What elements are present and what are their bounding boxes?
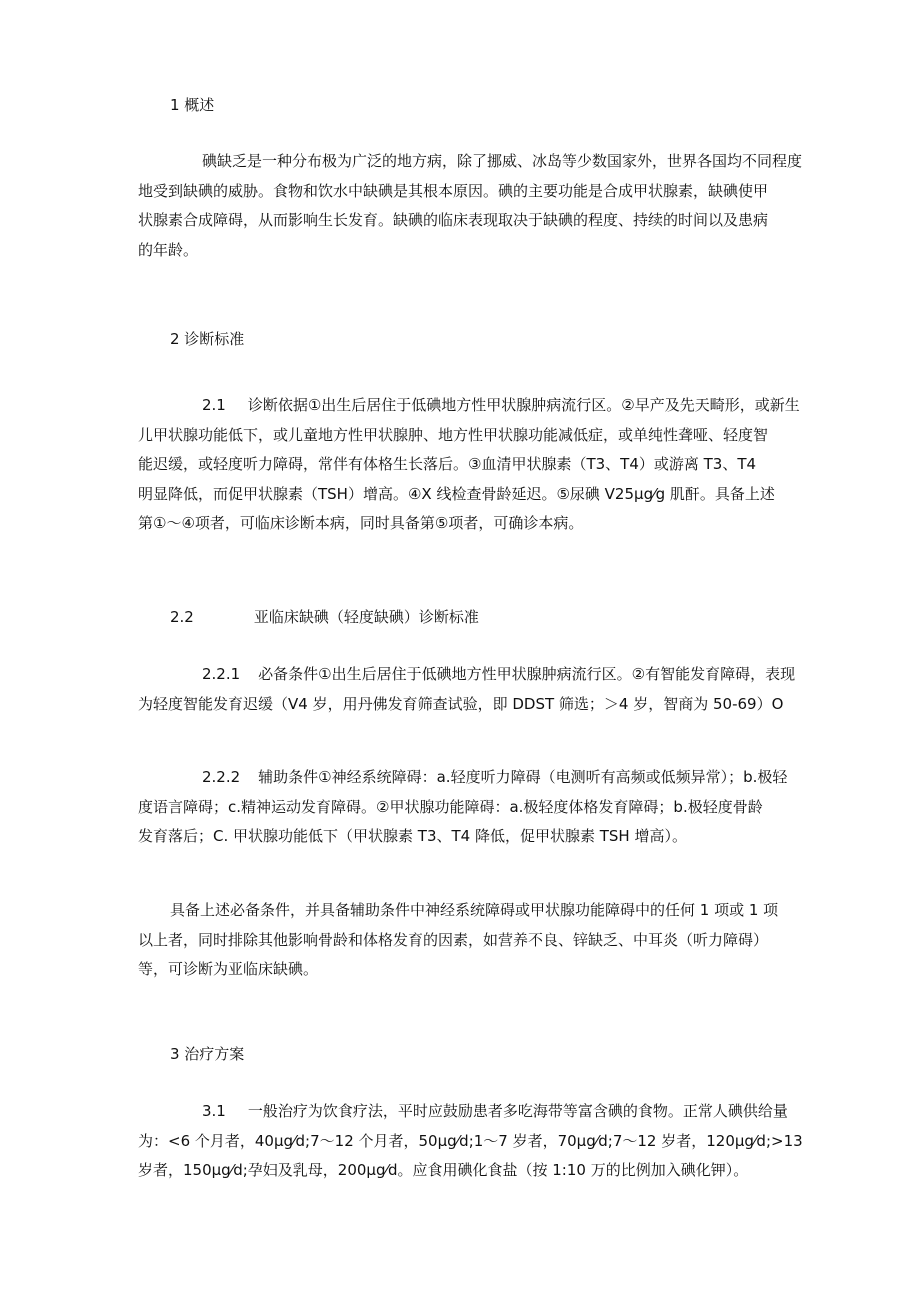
para-line: 儿甲状腺功能低下，或儿童地方性甲状腺肿、地方性甲状腺功能减低症，或单纯性聋哑、轻度智 <box>138 425 769 444</box>
para-line <box>138 391 800 421</box>
para-line: 能迟缓，或轻度听力障碍，常伴有体格生长落后。③血清甲状腺素（T3、T4）或游离 T3、T4 <box>138 455 757 473</box>
section-2-1-paragraph <box>138 391 800 539</box>
section-2-heading: 2 诊断标准 <box>170 330 245 348</box>
clause-number: 2.1 <box>202 396 226 414</box>
section-3-heading: 3 治疗方案 <box>170 1045 245 1063</box>
para-line <box>138 1097 788 1127</box>
para-line-text: 必备条件①出生后居住于低碘地方性甲状腺肿病流行区。②有智能发育障碍，表现 <box>258 665 796 683</box>
section-1-paragraph <box>138 147 803 265</box>
para-line: 为轻度智能发育迟缓（V4 岁，用丹佛发育筛查试验，即 DDST 筛选；＞4 岁，智商为 50-69）O <box>138 694 784 713</box>
clause-number: 3.1 <box>202 1102 226 1120</box>
section-2-summary-paragraph <box>138 896 788 985</box>
section-1-heading: 1 概述 <box>170 96 215 114</box>
section-2-2-2-paragraph <box>138 763 788 852</box>
para-line: 度语言障碍；c.精神运动发育障碍。②甲状腺功能障碍：a.极轻度体格发育障碍；b.极轻度骨龄 <box>138 797 763 816</box>
clause-number: 2.2 <box>170 608 194 626</box>
para-line <box>138 763 788 793</box>
para-line: 第①～④项者，可临床诊断本病，同时具备第⑤项者，可确诊本病。 <box>138 514 584 532</box>
para-line: 明显降低，而促甲状腺素（TSH）增高。④X 线检查骨龄延迟。⑤尿碘 V25μg⁄g 肌酐。具备上述 <box>138 484 775 503</box>
para-line: 碘缺乏是一种分布极为广泛的地方病，除了挪威、冰岛等少数国家外，世界各国均不同程度 <box>202 152 803 170</box>
para-line: 发育落后；C. 甲状腺功能低下（甲状腺素 T3、T4 降低，促甲状腺素 TSH 增高）。 <box>138 827 687 845</box>
para-line: 的年龄。 <box>138 240 199 259</box>
para-line-text: 辅助条件①神经系统障碍：a.轻度听力障碍（电测听有高频或低频异常）；b.极轻 <box>258 768 788 786</box>
section-2-2-1-paragraph <box>138 660 796 719</box>
para-line: 地受到缺碘的威胁。食物和饮水中缺碘是其根本原因。碘的主要功能是合成甲状腺素，缺碘使甲 <box>138 181 769 200</box>
para-line: 岁者，150μg⁄d;孕妇及乳母，200μg⁄d。应食用碘化食盐（按 1:10 万的比例加入碘化钾）。 <box>138 1161 749 1179</box>
para-line-text: 诊断依据①出生后居住于低碘地方性甲状腺肿病流行区。②早产及先天畸形，或新生 <box>247 396 800 414</box>
clause-number: 2.2.2 <box>202 768 241 786</box>
clause-title: 亚临床缺碘（轻度缺碘）诊断标准 <box>253 608 479 626</box>
section-2-2-heading <box>170 607 479 627</box>
para-line: 以上者，同时排除其他影响骨龄和体格发育的因素，如营养不良、锌缺乏、中耳炎（听力障碍） <box>138 930 769 949</box>
para-line: 具备上述必备条件，并具备辅助条件中神经系统障碍或甲状腺功能障碍中的任何 1 项或 1 项 <box>170 901 779 919</box>
para-line-text: 一般治疗为饮食疗法，平时应鼓励患者多吃海带等富含碘的食物。正常人碘供给量 <box>247 1102 788 1120</box>
para-line: 为：<6 个月者，40μg⁄d;7～12 个月者，50μg⁄d;1～7 岁者，70μg⁄d;7～12 岁者，120μg⁄d;>13 <box>138 1131 803 1150</box>
para-line: 状腺素合成障碍，从而影响生长发育。缺碘的临床表现取决于缺碘的程度、持续的时间以及患病 <box>138 211 769 229</box>
para-line: 等，可诊断为亚临床缺碘。 <box>138 960 319 978</box>
para-line <box>138 660 796 690</box>
section-3-1-paragraph <box>138 1097 803 1186</box>
clause-number: 2.2.1 <box>202 665 241 683</box>
